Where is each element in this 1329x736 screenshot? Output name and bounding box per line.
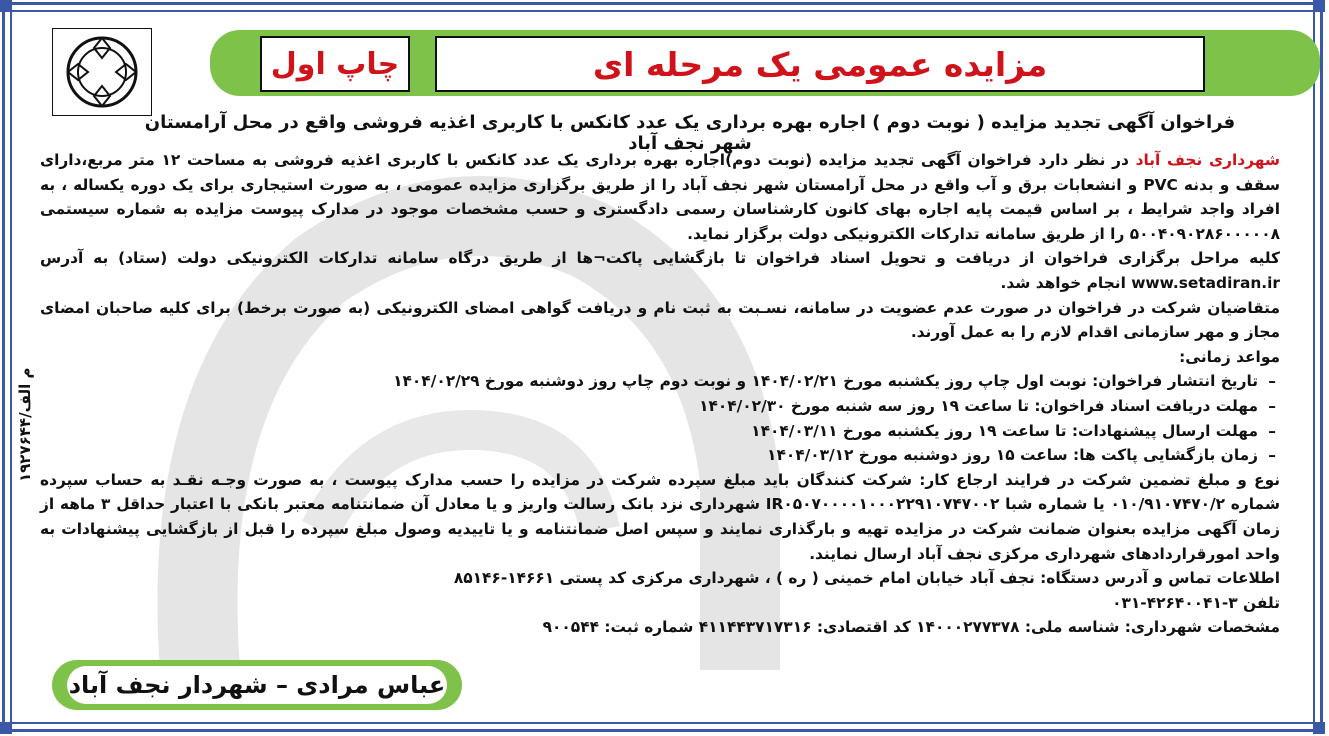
reference-number: ۱۹۲۷۶۴۴/م الف — [16, 367, 34, 483]
header-title-box — [435, 36, 1205, 92]
procedure-paragraph: کلیه مراحل برگزاری فراخوان از دریافت و تحویل اسناد فراخوان تا بازگشایی پاکت¬ها از طریق درگاه سامانه تدارکات الکترونیکی دولت (ستاد) به آدرس www.setadiran.ir انجام خواهد شد. — [40, 249, 1280, 292]
municipality-logo — [52, 28, 152, 116]
logo-emblem-icon — [60, 34, 144, 110]
edition-box — [260, 36, 410, 92]
contact-phone: تلفن ۳-۴۲۶۴۰۰۴۱-۰۳۱ — [1112, 593, 1280, 612]
organization-name: شهرداری نجف آباد — [1135, 151, 1280, 169]
schedule-item: – مهلت دریافت اسناد فراخوان: تا ساعت ۱۹ روز سه شنبه مورخ ۱۴۰۴/۰۲/۳۰ — [40, 394, 1280, 419]
header-title: مزایده عمومی یک مرحله ای — [592, 44, 1048, 84]
contact-address: اطلاعات تماس و آدرس دستگاه: نجف آباد خیابان امام خمینی ( ره ) ، شهرداری مرکزی کد پستی ۱۴۶۶۱-۸۵۱۴۶ — [453, 569, 1280, 588]
corner-ornament — [1313, 0, 1325, 12]
guarantee-paragraph: نوع و مبلغ تضمین شرکت در فرایند ارجاع کار: شرکت کنندگان باید مبلغ سپرده شرکت در مزایده را حسب مدارک پیوست ، به صورت وجـه نقـد به حساب سپرده شماره ۰۱۰/۹۱۰۷۴۷۰/۲ یا شماره شبا IR۰۵۰۷۰۰۰۰۱۰۰۰۲۲۹۱۰۷۴۷۰۰۲ شهرداری نزد بانک رسالت واریز و یا معادل آن ضمانتنامه معتبر بانکی با اعتبار حداقل ۳ ماهه از زمان آگهی مزایده بعنوان ضمانت شرکت در مزایده تهیه و بارگذاری نمایند و سپس اصل ضمانتنامه و یا تاییدیه وصول مبلغ سپرده را قبل از بازگشایی پیشنهادات به واحد امورقراردادهای شهرداری مرکزی نجف آباد ارسال نمایند. — [40, 470, 1280, 563]
registration-paragraph: متقاضیان شرکت در فراخوان در صورت عدم عضویت در سامانه، نسـبت به ثبت نام و دریافت گواهی امضای الکترونیکی (به صورت برخط) برای کلیه صاحبان امضای مجاز و مهر سازمانی اقدام لازم را به عمل آورند. — [40, 298, 1280, 342]
ad-body — [40, 148, 1280, 640]
edition-label: چاپ اول — [270, 46, 400, 82]
corner-ornament — [0, 0, 12, 12]
schedule-item: – مهلت ارسال پیشنهادات: تا ساعت ۱۹ روز یکشنبه مورخ ۱۴۰۴/۰۳/۱۱ — [40, 419, 1280, 444]
corner-ornament — [0, 722, 12, 734]
ad-subtitle: فراخوان آگهی تجدید مزایده ( نوبت دوم ) اجاره بهره برداری یک عدد کانکس با کاربری اغذیه فروشی واقع در محل آرامستان شهر نجف آباد — [144, 112, 1236, 154]
signature-box — [67, 666, 447, 704]
schedule-heading: مواعد زمانی: — [1179, 347, 1280, 366]
schedule-item: – زمان بازگشایی پاکت ها: ساعت ۱۵ روز دوشنبه مورخ ۱۴۰۴/۰۳/۱۲ — [40, 443, 1280, 468]
intro-text: در نظر دارد فراخوان آگهی تجدید مزایده (نوبت دوم)اجاره بهره برداری یک عدد کانکس با کاربری اغذیه فروشی به مساحت ۱۲ متر مربع،دارای سقف و بدنه PVC و انشعابات برق و آب واقع در محل آرامستان شهر نجف آباد را از طریق برگزاری مزایده عمومی ، به صورت استیجاری برای یک دوره یکساله ، به افراد واجد شرایط ، بر اساس قیمت پایه اجاره بهای کانون کارشناسان رسمی دادگستری و حسب مشخصات موجود در مدارک پیوست مزایده به شماره سیستمی ۵۰۰۴۰۹۰۲۸۶۰۰۰۰۰۸ را از طریق سامانه تدارکات الکترونیکی دولت برگزار نماید. — [40, 151, 1280, 243]
corner-ornament — [1313, 722, 1325, 734]
intro-paragraph — [40, 148, 1280, 246]
signature-text: عباس مرادی – شهردار نجف آباد — [68, 671, 446, 699]
signature-band — [52, 660, 462, 710]
schedule-item: – تاریخ انتشار فراخوان: نوبت اول چاپ روز یکشنبه مورخ ۱۴۰۴/۰۲/۲۱ و نوبت دوم چاپ روز دوشنبه مورخ ۱۴۰۴/۰۲/۲۹ — [40, 369, 1280, 394]
municipality-ids: مشخصات شهرداری: شناسه ملی: ۱۴۰۰۰۲۷۷۳۷۸ کد اقتصادی: ۴۱۱۴۴۳۷۱۷۳۱۶ شماره ثبت: ۹۰۰۵۴۴ — [542, 618, 1280, 637]
